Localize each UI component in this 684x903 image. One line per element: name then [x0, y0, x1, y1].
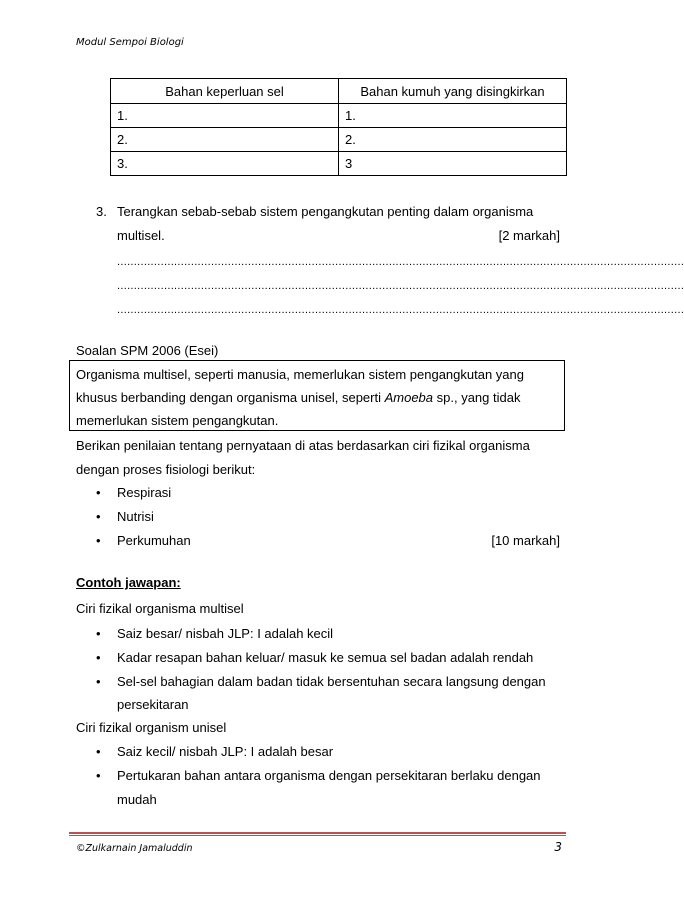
statement-line — [76, 390, 520, 405]
bullet-icon: • — [96, 509, 101, 524]
table-header-row — [111, 79, 567, 104]
statement-line: memerlukan sistem pengangkutan. — [76, 413, 279, 428]
statement-text: khusus berbanding dengan organisma unisel, seperti — [76, 390, 385, 405]
footer-author: ©Zulkarnain Jamaluddin — [76, 843, 193, 854]
subsection-title: Ciri fizikal organisma multisel — [76, 601, 244, 616]
cell-materials-table — [110, 78, 567, 176]
bullet-icon: • — [96, 650, 101, 665]
bullet-icon: • — [96, 533, 101, 548]
bullet-icon: • — [96, 626, 101, 641]
list-item: Saiz kecil/ nisbah JLP: I adalah besar — [117, 744, 334, 759]
table-header-cell: Bahan keperluan sel — [111, 79, 339, 104]
instruction-line: dengan proses fisiologi berikut: — [76, 462, 256, 477]
list-item: Nutrisi — [117, 509, 154, 524]
question-number: 3. — [96, 204, 107, 219]
page-number: 3 — [554, 840, 562, 854]
statement-text: sp., yang tidak — [433, 390, 521, 405]
table-cell: 3 — [339, 152, 567, 176]
table-cell: 1. — [339, 104, 567, 128]
answer-dotted-line: ......................................................................................................................................................................... — [117, 256, 684, 268]
list-item-continuation: mudah — [117, 792, 157, 807]
footer-divider — [69, 835, 566, 836]
list-item: Pertukaran bahan antara organisma dengan persekitaran berlaku dengan — [117, 768, 541, 783]
table-cell: 2. — [339, 128, 567, 152]
table-cell: 3. — [111, 152, 339, 176]
table-row — [111, 104, 567, 128]
statement-box — [69, 360, 565, 431]
bullet-icon: • — [96, 674, 101, 689]
table-row — [111, 152, 567, 176]
question-text-line: multisel. — [117, 228, 165, 243]
answer-heading: Contoh jawapan: — [76, 575, 181, 590]
answer-dotted-line: ......................................................................................................................................................................... — [117, 280, 684, 292]
answer-dotted-line: ......................................................................................................................................................................... — [117, 304, 684, 316]
table-cell: 1. — [111, 104, 339, 128]
bullet-icon: • — [96, 744, 101, 759]
instruction-line: Berikan penilaian tentang pernyataan di atas berdasarkan ciri fizikal organisma — [76, 438, 530, 453]
statement-line: Organisma multisel, seperti manusia, memerlukan sistem pengangkutan yang — [76, 367, 524, 382]
table-row — [111, 128, 567, 152]
species-name: Amoeba — [384, 390, 434, 405]
question-marks: [2 markah] — [498, 228, 560, 243]
list-item-continuation: persekitaran — [117, 697, 189, 712]
spm-section-title: Soalan SPM 2006 (Esei) — [76, 343, 219, 358]
bullet-icon: • — [96, 485, 101, 500]
table-header-cell: Bahan kumuh yang disingkirkan — [339, 79, 567, 104]
list-item: Perkumuhan — [117, 533, 191, 548]
subsection-title: Ciri fizikal organism unisel — [76, 720, 227, 735]
page-header-title: Modul Sempoi Biologi — [76, 37, 184, 48]
footer-divider — [69, 832, 566, 834]
table-cell: 2. — [111, 128, 339, 152]
list-item: Sel-sel bahagian dalam badan tidak bersentuhan secara langsung dengan — [117, 674, 546, 689]
bullet-icon: • — [96, 768, 101, 783]
question-marks: [10 markah] — [491, 533, 560, 548]
question-text-line: Terangkan sebab-sebab sistem pengangkutan penting dalam organisma — [117, 204, 534, 219]
list-item: Respirasi — [117, 485, 172, 500]
list-item: Kadar resapan bahan keluar/ masuk ke semua sel badan adalah rendah — [117, 650, 534, 665]
list-item: Saiz besar/ nisbah JLP: I adalah kecil — [117, 626, 334, 641]
